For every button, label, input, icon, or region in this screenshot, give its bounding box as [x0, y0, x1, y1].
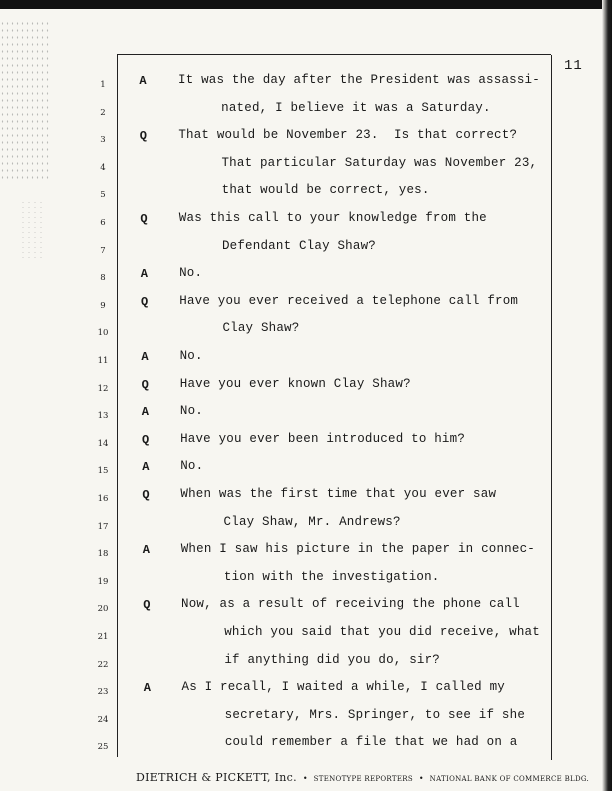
- testimony-line: which you said that you did receive, what: [224, 625, 540, 639]
- page-border-left: [117, 55, 118, 757]
- line-number: 3: [100, 135, 106, 146]
- footer-service: STENOTYPE REPORTERS: [313, 775, 413, 783]
- page-border-right: [551, 55, 552, 760]
- line-number: 24: [97, 714, 109, 725]
- speaker-label: A: [140, 267, 148, 282]
- speaker-label: Q: [140, 294, 149, 309]
- testimony-line: That would be November 23. Is that correct?: [178, 128, 518, 143]
- line-number: 22: [97, 659, 109, 670]
- speaker-label: A: [141, 350, 149, 364]
- page-number: 11: [564, 58, 583, 74]
- testimony-line: Clay Shaw?: [222, 321, 300, 336]
- footer-firm: DIETRICH & PICKETT, Inc.: [136, 771, 297, 784]
- testimony-line: secretary, Mrs. Springer, to see if she: [224, 707, 526, 722]
- footer-address: NATIONAL BANK OF COMMERCE BLDG.: [429, 775, 590, 783]
- line-number: 2: [100, 107, 106, 118]
- scan-edge-right: [602, 0, 612, 791]
- line-number: 9: [100, 300, 106, 311]
- footer-separator: •: [418, 774, 424, 783]
- testimony-line: No.: [180, 459, 204, 474]
- line-number: 13: [97, 411, 109, 422]
- speaker-label: A: [139, 74, 147, 88]
- line-number: 16: [97, 494, 109, 504]
- testimony-line: Clay Shaw, Mr. Andrews?: [223, 514, 401, 529]
- speaker-label: A: [142, 460, 150, 475]
- testimony-line: No.: [179, 404, 204, 419]
- testimony-line: if anything did you do, sir?: [224, 652, 440, 667]
- line-number: 8: [100, 273, 106, 284]
- line-number: 4: [100, 162, 106, 173]
- scan-noise: [0, 20, 50, 180]
- testimony-line: It was the day after the President was assassi-: [178, 73, 540, 87]
- speaker-label: Q: [141, 377, 149, 392]
- testimony-line: When I saw his picture in the paper in connec-: [180, 542, 535, 557]
- line-number: 12: [97, 383, 109, 394]
- testimony-line: Now, as a result of receiving the phone call: [181, 597, 520, 612]
- speaker-label: Q: [143, 598, 151, 613]
- speaker-label: Q: [140, 212, 148, 226]
- speaker-label: Q: [141, 432, 150, 447]
- speaker-label: A: [141, 405, 149, 420]
- speaker-label: A: [143, 681, 151, 696]
- testimony-line: Have you ever known Clay Shaw?: [179, 376, 411, 391]
- line-number: 1: [100, 80, 106, 90]
- line-number: 18: [97, 549, 109, 560]
- scan-edge-top: [0, 0, 612, 9]
- page-border-top: [117, 54, 551, 55]
- testimony-line: could remember a file that we had on a: [224, 735, 518, 750]
- line-number: 21: [97, 632, 109, 642]
- testimony-line: Have you ever been introduced to him?: [180, 431, 466, 446]
- testimony-line: As I recall, I waited a while, I called my: [181, 680, 505, 695]
- line-number: 20: [97, 604, 109, 615]
- speaker-label: A: [142, 543, 150, 558]
- footer-separator: •: [302, 774, 308, 783]
- testimony-line: That particular Saturday was November 23,: [221, 155, 538, 170]
- testimony-line: Was this call to your knowledge from the: [178, 211, 487, 225]
- testimony-line: nated, I believe it was a Saturday.: [221, 100, 491, 115]
- testimony-line: Have you ever received a telephone call from: [179, 293, 519, 308]
- testimony-line: No.: [179, 349, 203, 363]
- testimony-line: When was the first time that you ever saw: [180, 487, 497, 501]
- testimony-line: No.: [179, 266, 203, 281]
- footer: [136, 771, 589, 784]
- line-number: 23: [97, 687, 109, 698]
- line-number: 5: [100, 190, 106, 201]
- line-number: 17: [97, 521, 109, 532]
- speaker-label: Q: [142, 488, 150, 502]
- testimony-line: that would be correct, yes.: [221, 183, 430, 198]
- scan-noise: [20, 200, 45, 260]
- line-number: 6: [100, 218, 106, 228]
- line-number: 10: [97, 328, 109, 339]
- line-number: 7: [100, 245, 106, 256]
- line-number: 25: [97, 742, 109, 753]
- line-number: 19: [97, 576, 109, 587]
- testimony-line: tion with the investigation.: [223, 569, 440, 584]
- testimony-line: Defendant Clay Shaw?: [221, 238, 376, 253]
- speaker-label: Q: [139, 129, 147, 144]
- line-number: 14: [97, 438, 109, 449]
- line-number: 15: [97, 466, 109, 477]
- line-number: 11: [97, 356, 109, 366]
